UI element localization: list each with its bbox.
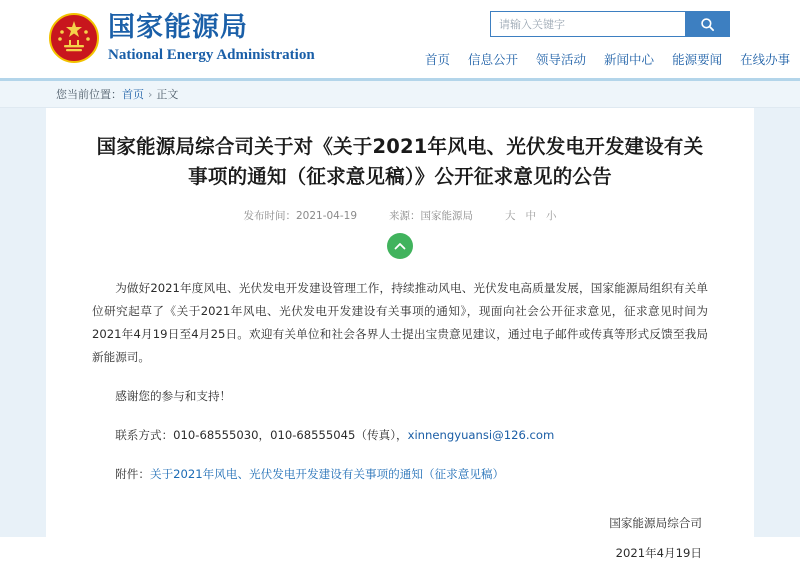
font-size-small[interactable]: 小 — [546, 210, 557, 222]
attachment-link[interactable]: 关于2021年风电、光伏发电开发建设有关事项的通知（征求意见稿） — [149, 467, 505, 481]
article-container — [46, 108, 754, 560]
search-button[interactable] — [685, 12, 729, 36]
site-title-en: National Energy Administration — [108, 47, 315, 63]
signature-date: 2021年4月19日 — [615, 546, 702, 560]
site-title-cn: 国家能源局 — [108, 12, 248, 43]
attachment-label: 附件： — [115, 467, 150, 481]
publish-time: 发布时间：2021-04-19 — [243, 210, 358, 222]
chevron-up-icon — [394, 242, 406, 251]
nav-item-online-service[interactable]: 在线办事 — [740, 52, 791, 67]
attachment-line — [92, 463, 708, 486]
article-meta — [92, 208, 708, 223]
left-rail — [0, 108, 46, 537]
article-signature — [92, 508, 708, 568]
breadcrumb — [56, 86, 178, 102]
right-rail — [754, 108, 800, 537]
content-area — [0, 108, 800, 560]
main-nav — [425, 50, 790, 68]
article-body — [92, 277, 708, 486]
search-icon — [700, 17, 715, 32]
search-box[interactable] — [490, 11, 730, 37]
nav-item-leader-activities[interactable]: 领导活动 — [536, 52, 587, 67]
page-title: 国家能源局综合司关于对《关于2021年风电、光伏发电开发建设有关事项的通知（征求意见稿）》公开征求意见的公告 — [96, 135, 704, 188]
contact-line — [92, 424, 708, 447]
breadcrumb-separator: › — [148, 88, 153, 101]
contact-phone: 010-68555030，010-68555045（传真）， — [173, 428, 408, 442]
article-source: 来源：国家能源局 — [389, 210, 474, 222]
font-size-controls — [505, 208, 557, 223]
nav-item-news-center[interactable]: 新闻中心 — [604, 52, 655, 67]
breadcrumb-item-current: 正文 — [156, 88, 179, 101]
back-to-top-button[interactable] — [387, 233, 413, 259]
paragraph-2: 感谢您的参与和支持！ — [115, 389, 232, 403]
nav-item-home[interactable]: 首页 — [425, 52, 451, 67]
site-title — [108, 13, 315, 64]
contact-label: 联系方式： — [115, 428, 174, 442]
national-emblem-icon — [48, 12, 100, 64]
breadcrumb-prefix: 您当前位置： — [56, 88, 122, 101]
nav-item-energy-news[interactable]: 能源要闻 — [672, 52, 723, 67]
font-size-medium[interactable]: 中 — [525, 210, 537, 222]
contact-email-link[interactable]: xinnengyuansi@126.com — [407, 428, 555, 442]
search-input[interactable] — [491, 12, 685, 36]
paragraph-1: 为做好2021年度风电、光伏发电开发建设管理工作，持续推动风电、光伏发电高质量发展，国家能源局组织有关单位研究起草了《关于2021年风电、光伏发电开发建设有关事项的通知》，现面向社会公开征求意见，征求意见时间为2021年4月19日至4月25日。欢迎有关单位和社会各界人士提出宝贵意见建议，通过电子邮件或传真等形式反馈至我局新能源司。 — [92, 281, 708, 364]
signature-org: 国家能源局综合司 — [609, 516, 702, 530]
font-size-large[interactable]: 大 — [505, 210, 516, 222]
nav-item-info-disclosure[interactable]: 信息公开 — [468, 52, 519, 67]
breadcrumb-item-home[interactable]: 首页 — [122, 88, 144, 101]
site-header — [0, 0, 800, 81]
breadcrumb-bar — [0, 81, 800, 108]
